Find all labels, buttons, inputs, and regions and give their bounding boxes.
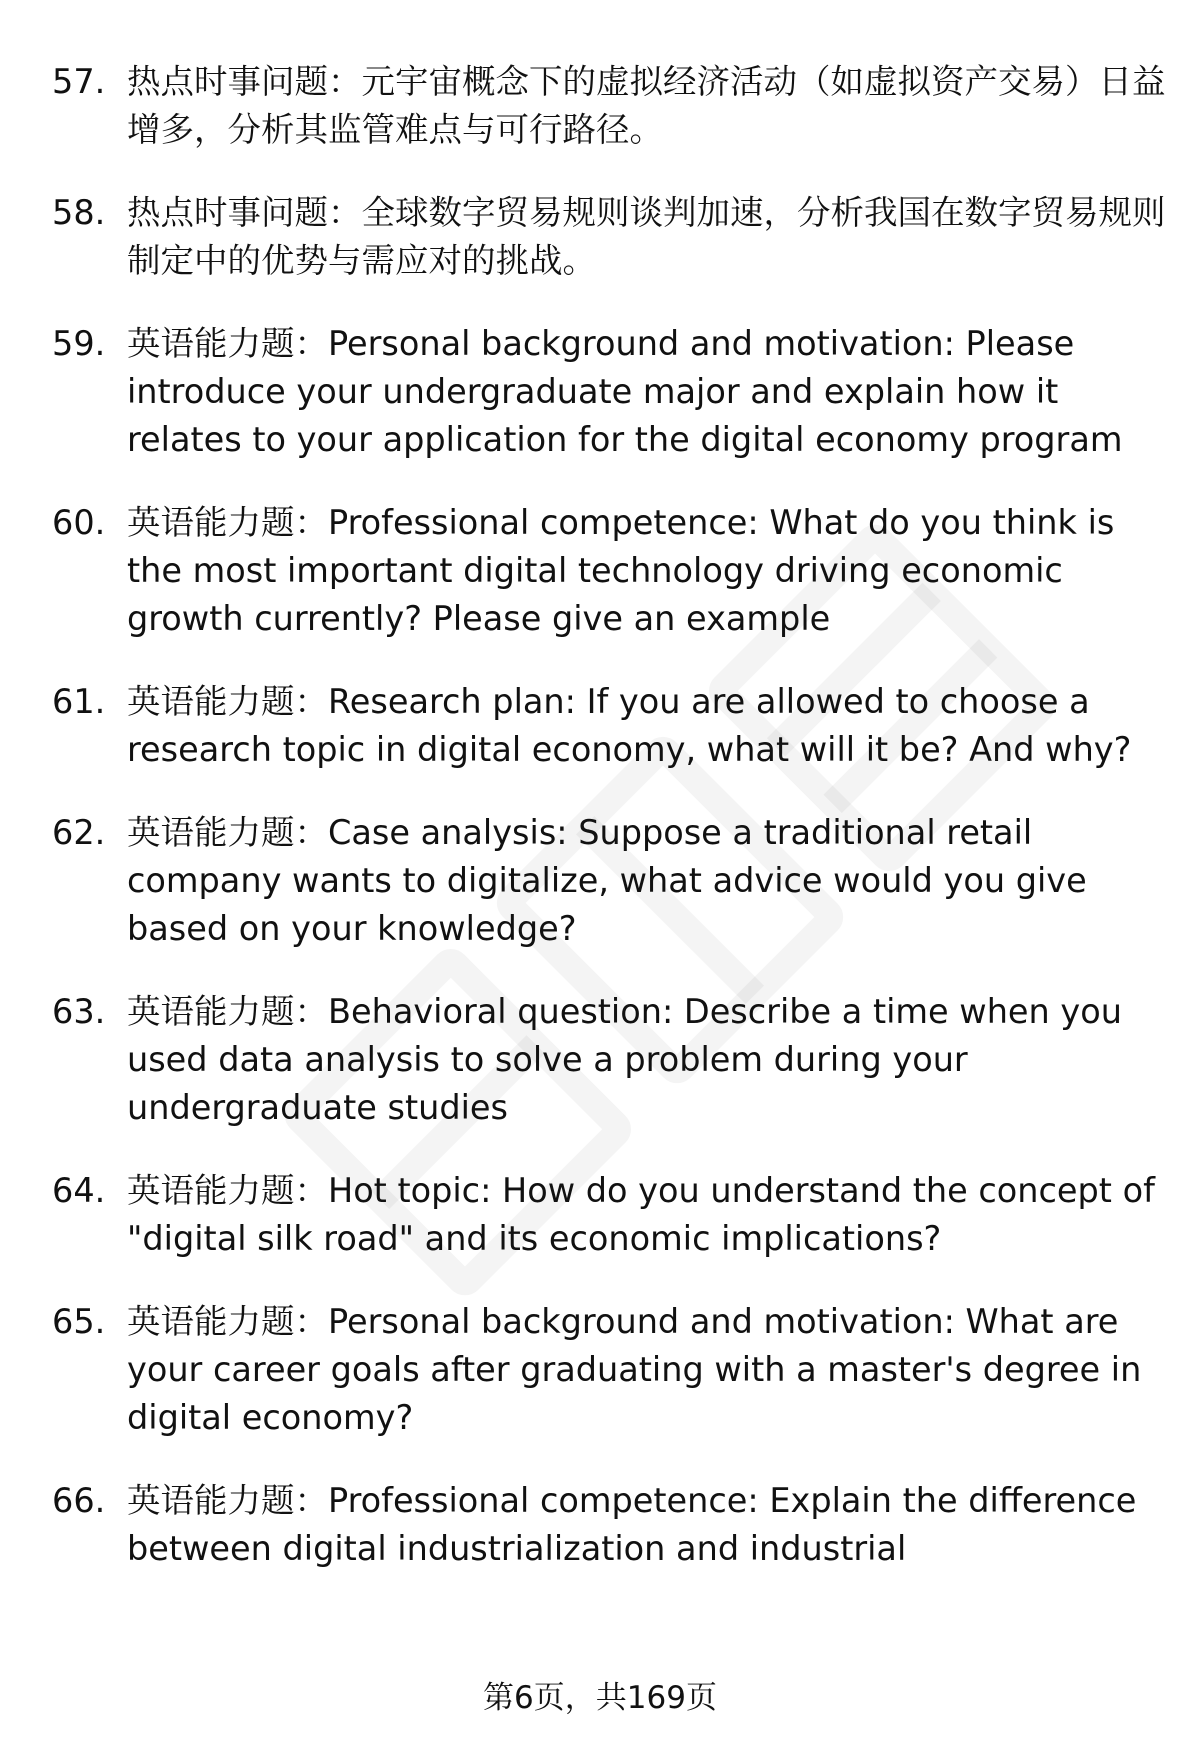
question-number: 58. — [52, 193, 106, 232]
question-text: 英语能力题：Professional competence: Explain the difference between digital industrialization and industrial — [127, 1481, 1137, 1568]
question-number: 65. — [52, 1302, 106, 1341]
question-list — [52, 58, 1172, 1608]
question-text: 英语能力题：Personal background and motivation: What are your career goals after graduating with a master's degree in digital economy? — [127, 1302, 1142, 1437]
question-item — [52, 678, 1172, 774]
question-text: 英语能力题：Research plan: If you are allowed to choose a research topic in digital economy, what will it be? And why? — [127, 682, 1132, 769]
question-item — [52, 1477, 1172, 1573]
question-number: 66. — [52, 1481, 106, 1520]
question-number: 61. — [52, 682, 106, 721]
question-item — [52, 809, 1172, 953]
question-number: 62. — [52, 813, 106, 852]
question-item — [52, 320, 1172, 464]
question-number: 59. — [52, 324, 106, 363]
question-text: 英语能力题：Hot topic: How do you understand the concept of "digital silk road" and its economic implications? — [127, 1171, 1155, 1258]
question-number: 60. — [52, 503, 106, 542]
question-text: 英语能力题：Professional competence: What do you think is the most important digital technology driving economic growth currently? Please give an example — [127, 503, 1115, 638]
question-text: 热点时事问题：全球数字贸易规则谈判加速，分析我国在数字贸易规则制定中的优势与需应对的挑战。 — [127, 193, 1166, 280]
question-text: 英语能力题：Behavioral question: Describe a time when you used data analysis to solve a problem during your undergraduate studies — [127, 992, 1122, 1127]
question-item — [52, 1298, 1172, 1442]
question-item — [52, 189, 1172, 285]
question-number: 57. — [52, 62, 106, 101]
question-text: 热点时事问题：元宇宙概念下的虚拟经济活动（如虚拟资产交易）日益增多，分析其监管难点与可行路径。 — [127, 62, 1166, 149]
question-item — [52, 499, 1172, 643]
question-item — [52, 988, 1172, 1132]
question-number: 63. — [52, 992, 106, 1031]
question-text: 英语能力题：Case analysis: Suppose a traditional retail company wants to digitalize, what advice would you give based on your knowledge? — [127, 813, 1087, 948]
question-text: 英语能力题：Personal background and motivation: Please introduce your undergraduate major and explain how it relates to your application for the digital economy program — [127, 324, 1123, 459]
question-number: 64. — [52, 1171, 106, 1210]
question-item — [52, 58, 1172, 154]
page-footer: 第6页，共169页 — [483, 1680, 717, 1716]
question-item — [52, 1167, 1172, 1263]
